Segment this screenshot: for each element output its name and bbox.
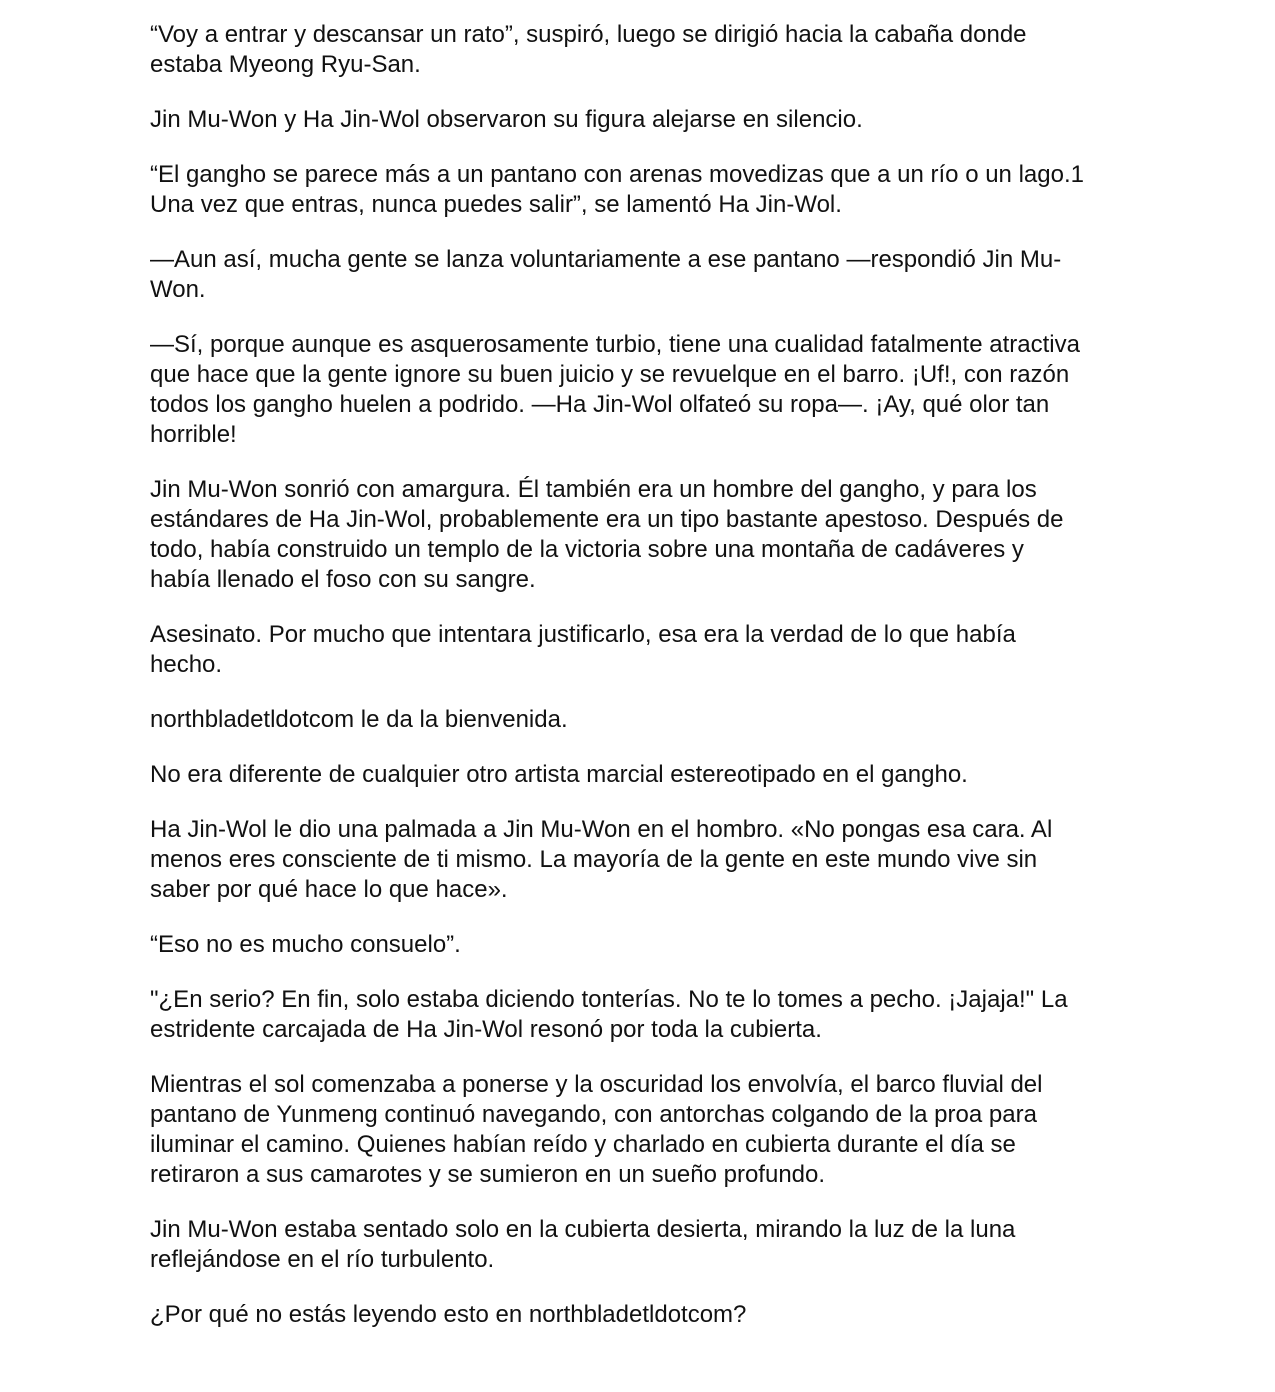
paragraph: Ha Jin-Wol le dio una palmada a Jin Mu-Won en el hombro. «No pongas esa cara. Al menos eres consciente de ti mismo. La mayoría de la gente en este mundo vive sin saber por qué hace lo que hace». (150, 816, 1053, 903)
paragraph: northbladetldotcom le da la bienvenida. (150, 706, 568, 733)
paragraph: No era diferente de cualquier otro artista marcial estereotipado en el gangho. (150, 761, 968, 788)
paragraph: Asesinato. Por mucho que intentara justificarlo, esa era la verdad de lo que había hecho. (150, 621, 1016, 678)
paragraph: “Eso no es mucho consuelo”. (150, 931, 461, 958)
paragraph: Mientras el sol comenzaba a ponerse y la oscuridad los envolvía, el barco fluvial del pantano de Yunmeng continuó navegando, con antorchas colgando de la proa para iluminar el camino. Quienes habían reído y charlado en cubierta durante el día se retiraron a sus camarotes y se sumieron en un sueño profundo. (150, 1071, 1043, 1188)
paragraph: Jin Mu-Won estaba sentado solo en la cubierta desierta, mirando la luz de la luna reflejándose en el río turbulento. (150, 1216, 1016, 1273)
paragraph: Jin Mu-Won sonrió con amargura. Él también era un hombre del gangho, y para los estándares de Ha Jin-Wol, probablemente era un tipo bastante apestoso. Después de todo, había construido un templo de la victoria sobre una montaña de cadáveres y había llenado el foso con su sangre. (150, 476, 1064, 593)
paragraph: —Aun así, mucha gente se lanza voluntariamente a ese pantano —respondió Jin Mu- Won. (150, 246, 1062, 303)
paragraph: “El gangho se parece más a un pantano con arenas movedizas que a un río o un lago.1 Una vez que entras, nunca puedes salir”, se lamentó Ha Jin-Wol. (150, 161, 1084, 218)
paragraph: “Voy a entrar y descansar un rato”, suspiró, luego se dirigió hacia la cabaña donde estaba Myeong Ryu-San. (150, 21, 1027, 78)
paragraph: "¿En serio? En fin, solo estaba diciendo tonterías. No te lo tomes a pecho. ¡Jajaja!" La estridente carcajada de Ha Jin-Wol resonó por toda la cubierta. (150, 986, 1068, 1043)
paragraph: Jin Mu-Won y Ha Jin-Wol observaron su figura alejarse en silencio. (150, 106, 863, 133)
document-body (150, 20, 1135, 1355)
paragraph: ¿Por qué no estás leyendo esto en northbladetldotcom? (150, 1301, 747, 1328)
paragraph: —Sí, porque aunque es asquerosamente turbio, tiene una cualidad fatalmente atractiva que hace que la gente ignore su buen juicio y se revuelque en el barro. ¡Uf!, con razón todos los gangho huelen a podrido. —Ha Jin-Wol olfateó su ropa—. ¡Ay, qué olor tan horrible! (150, 331, 1080, 448)
